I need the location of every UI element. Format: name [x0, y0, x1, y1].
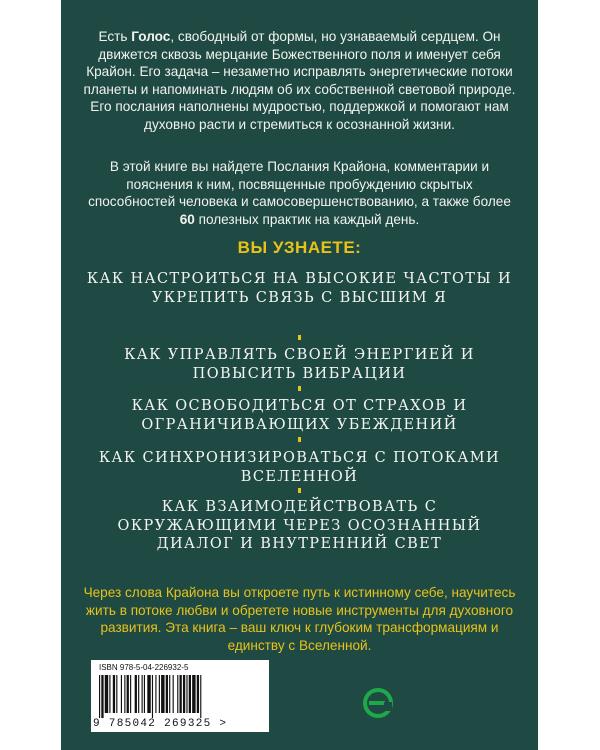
intro-p2-bold: 60 — [179, 211, 195, 227]
intro-p1-after: , свободный от формы, но узнаваемый сердцем. Он движется сквозь мерцание Божественного поля и именует себя Крайон. Его задача – незаметно исправлять энергетические потоки планеты и напоминать людям об их собственной световой природе. Его послания наполнены мудростью, поддержкой и помогают нам духовно расти и стремиться к осознанной жизни. — [83, 29, 516, 132]
intro-p2-before: В этой книге вы найдете Послания Крайона, комментарии и пояснения к ним, посвященные пробуждению скрытых способностей человека и самосовершенствованию, а также более — [88, 159, 511, 209]
learn-item: КАК ОСВОБОДИТЬСЯ ОТ СТРАХОВ И ОГРАНИЧИВАЮЩИХ УБЕЖДЕНИЙ — [131, 398, 468, 433]
learn-list — [61, 0, 538, 600]
intro-p1-before: Есть — [98, 29, 132, 44]
intro-p1-bold: Голос — [131, 29, 171, 44]
barcode-bars — [99, 675, 261, 718]
learn-item: КАК УПРАВЛЯТЬ СВОЕЙ ЭНЕРГИЕЙ И ПОВЫСИТЬ ВИБРАЦИИ — [124, 347, 475, 382]
separator-dot — [298, 386, 301, 391]
barcode-label — [91, 660, 269, 732]
learn-heading: ВЫ УЗНАЕТЕ: — [237, 238, 362, 257]
separator-dot — [298, 335, 301, 340]
isbn-text: ISBN 978-5-04-226932-5 — [99, 663, 189, 672]
learn-item: КАК СИНХРОНИЗИРОВАТЬСЯ С ПОТОКАМИ ВСЕЛЕННОЙ — [98, 450, 501, 485]
intro-p2-after: полезных практик на каждый день. — [194, 211, 420, 227]
publisher-e-logo-icon — [363, 688, 393, 718]
learn-item: КАК ВЗАИМОДЕЙСТВОВАТЬ С ОКРУЖАЮЩИМИ ЧЕРЕЗ ОСОЗНАННЫЙ ДИАЛОГ И ВНУТРЕННИЙ СВЕТ — [117, 499, 482, 552]
book-back-cover — [61, 0, 538, 750]
learn-item: КАК НАСТРОИТЬСЯ НА ВЫСОКИЕ ЧАСТОТЫ И УКРЕПИТЬ СВЯЗЬ С ВЫСШИМ Я — [86, 271, 513, 306]
outro-paragraph: Через слова Крайона вы откроете путь к истинному себе, научитесь жить в потоке любви и обретете новые инструменты для духовного развития. Эта книга – ваш ключ к глубоким трансформациям и единству с Вселенной. — [83, 585, 516, 653]
separator-dot — [298, 437, 301, 442]
separator-dot — [298, 488, 301, 493]
barcode-digits: 9 785042 269325 > — [93, 718, 228, 730]
